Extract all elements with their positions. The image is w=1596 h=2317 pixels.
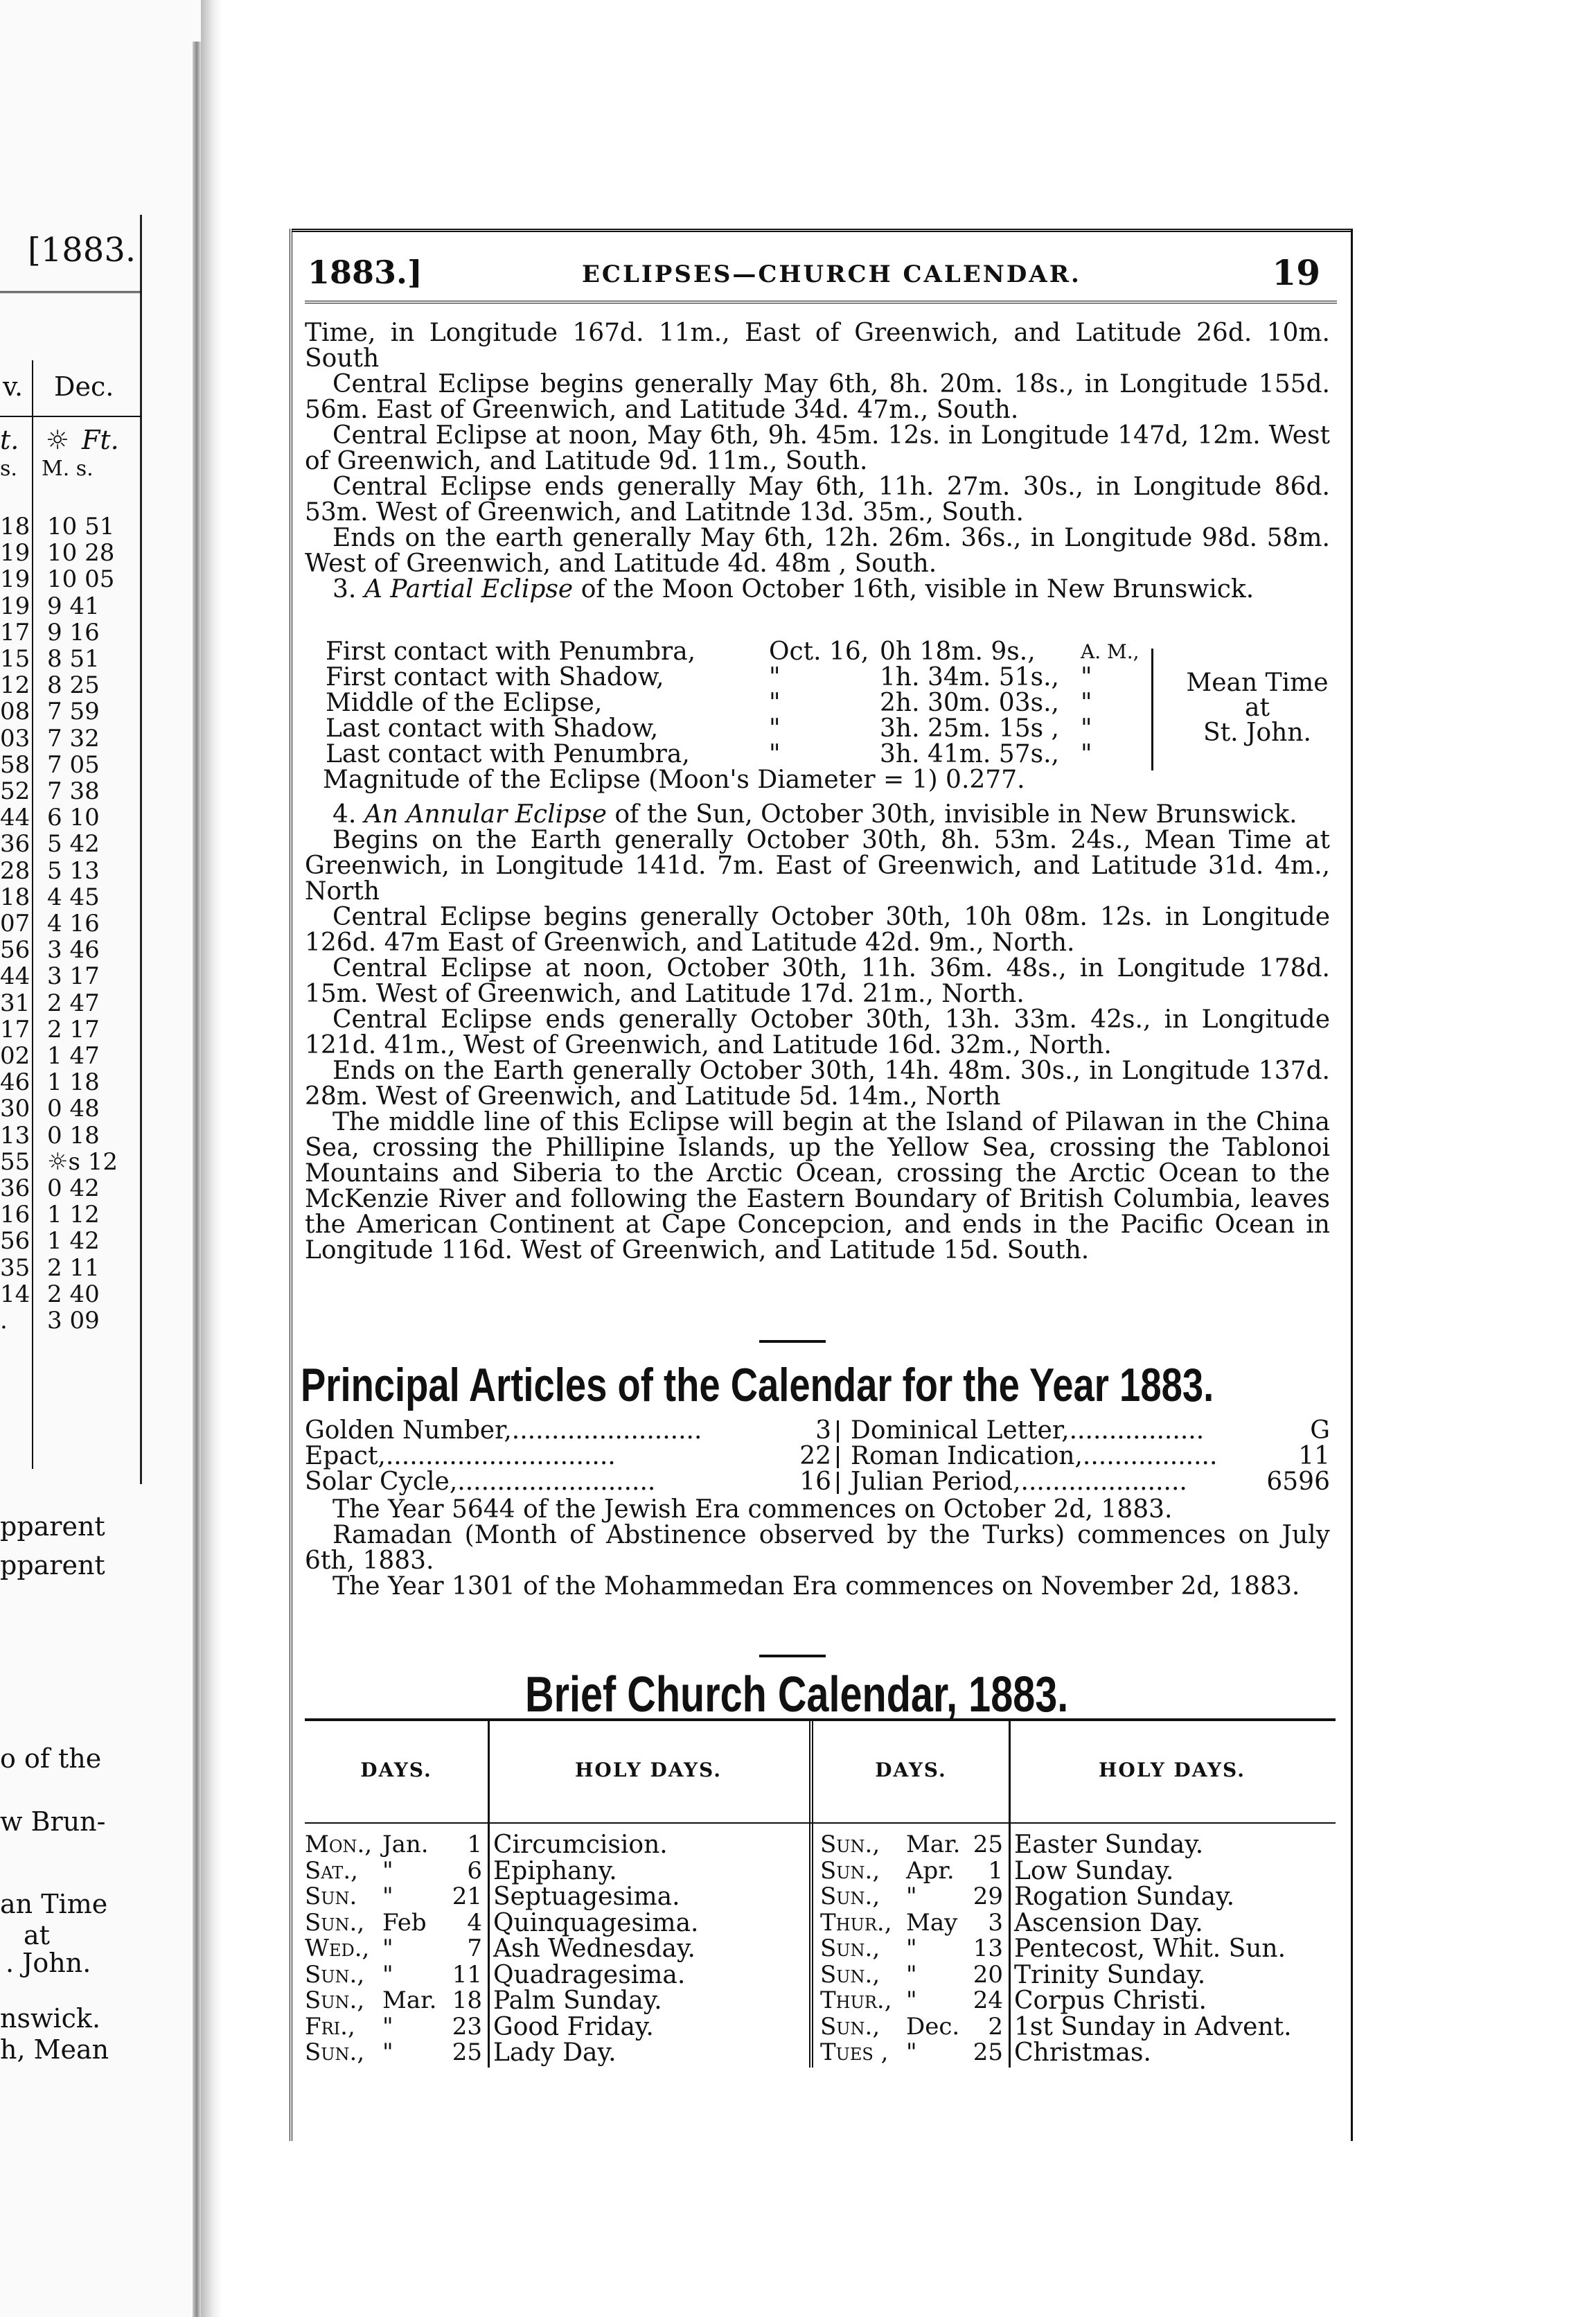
contact-row	[326, 639, 1337, 664]
church-holy-day: Epiphany.	[493, 1856, 617, 1885]
column-header: DAYS.	[360, 1759, 432, 1781]
church-holy-day: 1st Sunday in Advent.	[1014, 2012, 1292, 2041]
eclipse-section-1	[305, 320, 1330, 602]
church-holy-day: Good Friday.	[493, 2012, 654, 2041]
contact-time: 0h 18m. 9s.,	[880, 637, 1036, 666]
church-month: "	[906, 2038, 917, 2066]
left-row-a: 58	[0, 750, 30, 779]
left-row-b: 8 51	[47, 645, 100, 673]
church-weekday: Wed.,	[305, 1935, 370, 1962]
left-row-b: 1 42	[47, 1227, 100, 1256]
church-weekday: Sun.,	[820, 1883, 880, 1910]
section-rule	[759, 1655, 826, 1657]
contact-date: "	[769, 689, 781, 717]
left-row-a: 30	[0, 1095, 30, 1123]
church-day: 25	[973, 2038, 1003, 2066]
eclipse-type: An Annular Eclipse	[364, 800, 607, 829]
church-day: 29	[973, 1883, 1003, 1910]
left-row-a: 44	[0, 804, 30, 832]
church-day: 6	[467, 1856, 482, 1885]
left-row-a: 35	[0, 1253, 30, 1282]
article-value: G	[1310, 1416, 1330, 1445]
church-day: 24	[973, 1986, 1003, 2014]
left-row-b: 3 09	[47, 1307, 100, 1334]
left-row-b: 10 51	[47, 513, 115, 540]
column-header: DAYS.	[875, 1759, 947, 1781]
column-header: HOLY DAYS.	[1098, 1759, 1246, 1781]
contact-date: Oct. 16,	[769, 637, 869, 666]
church-holy-day: Circumcision.	[493, 1831, 668, 1859]
left-row-b: 7 32	[47, 724, 100, 752]
left-row-a: 03	[0, 724, 30, 752]
eclipse-heading-3	[305, 576, 1330, 602]
church-weekday: Sun.,	[820, 1831, 880, 1858]
church-calendar-title: Brief Church Calendar, 1883.	[525, 1667, 1069, 1723]
left-row-b: 2 40	[47, 1280, 100, 1308]
contact-time: 3h. 25m. 15s ,	[880, 714, 1059, 743]
church-day: 21	[452, 1883, 482, 1910]
magnitude-row	[323, 766, 1337, 794]
eclipse-paragraph: Central Eclipse begins generally October 30th, 10h 08m. 12s. in Longitude 126d. 47m East of Greenwich, and Latitude 42d. 9m., North.	[305, 903, 1330, 957]
church-weekday: Sat.,	[305, 1856, 358, 1885]
article-row	[305, 1443, 1330, 1469]
article-value: 16	[799, 1468, 831, 1496]
left-col-divider	[32, 360, 33, 1469]
church-month: Dec.	[906, 2012, 960, 2041]
church-weekday: Sun.,	[305, 1908, 365, 1937]
contact-time: 3h. 41m. 57s.,	[880, 740, 1059, 768]
church-day: 1	[988, 1856, 1003, 1885]
mean-time-line: Mean Time	[1186, 669, 1329, 697]
church-weekday: Sun.,	[305, 1960, 365, 1989]
church-holy-day: Easter Sunday.	[1014, 1831, 1204, 1859]
page-edge	[193, 42, 201, 2317]
eclipse-paragraph: Central Eclipse at noon, May 6th, 9h. 45m. 12s. in Longitude 147d, 12m. West of Greenwich, and Latitude 9d. 11m., South.	[305, 421, 1330, 475]
left-row-a: 07	[0, 910, 30, 937]
left-fragment-line: w Brun-	[0, 1806, 106, 1837]
left-fragment-line: pparent	[0, 1511, 105, 1542]
church-weekday: Mon.,	[305, 1831, 373, 1858]
church-weekday: Sun.,	[305, 1986, 365, 2014]
left-fragment-line: nswick.	[0, 2003, 101, 2034]
left-row-b: 4 45	[47, 883, 100, 911]
left-row-a: 44	[0, 962, 30, 991]
left-sub1: Ft.	[82, 425, 119, 455]
church-month: Jan.	[382, 1831, 429, 1858]
church-month: "	[906, 1883, 917, 1910]
church-month: Apr.	[906, 1856, 955, 1885]
church-weekday: Thur.,	[820, 1908, 892, 1937]
left-row-b: 0 48	[47, 1095, 100, 1123]
article-label: Dominical Letter,.................	[851, 1416, 1205, 1445]
left-row-b: 9 16	[47, 618, 100, 646]
left-row-a: 08	[0, 698, 30, 726]
contact-label: Last contact with Penumbra,	[326, 740, 690, 768]
article-value: 6596	[1266, 1468, 1330, 1496]
eclipse-paragraph: Ends on the earth generally May 6th, 12h. 26m. 36s., in Longitude 98d. 58m. West of Greenwich, and Latitude 4d. 48m , South.	[305, 524, 1330, 578]
article-label: Julian Period,.....................	[851, 1468, 1187, 1496]
left-row-b: 0 18	[47, 1121, 100, 1149]
church-month: "	[382, 1883, 393, 1910]
church-day: 2	[988, 2012, 1003, 2041]
article-label: Epact,.............................	[305, 1442, 616, 1470]
left-row-a: 02	[0, 1042, 30, 1070]
contact-ampm: "	[1081, 689, 1092, 717]
article-label: Golden Number,........................	[305, 1416, 702, 1445]
church-holy-day: Low Sunday.	[1014, 1856, 1174, 1885]
running-header	[305, 251, 1337, 303]
church-day: 25	[973, 1831, 1003, 1858]
contact-date: "	[769, 663, 781, 691]
left-fragment-line: . John.	[6, 1948, 91, 1978]
left-row-a: 19	[0, 539, 30, 567]
church-month: "	[382, 2038, 393, 2066]
left-row-a: 12	[0, 671, 30, 700]
church-day: 3	[988, 1908, 1003, 1937]
left-row-b: ☼s 12	[47, 1147, 118, 1176]
left-fragment-line: o of the	[0, 1743, 102, 1774]
column-header: HOLY DAYS.	[574, 1759, 722, 1781]
page-number: 19	[1272, 252, 1320, 293]
left-row-a: 55	[0, 1147, 30, 1176]
contact-ampm: "	[1081, 714, 1092, 743]
eclipse-number: 3.	[332, 575, 357, 604]
eclipse-heading-4	[305, 802, 1330, 827]
left-row-b: 0 42	[47, 1174, 100, 1202]
contact-time: 2h. 30m. 03s.,	[880, 689, 1059, 717]
left-row-a: .	[0, 1307, 8, 1334]
left-col-rule	[0, 416, 142, 417]
eclipse-paragraph: Central Eclipse ends generally May 6th, 11h. 27m. 30s., in Longitude 86d. 53m. West of Greenwich, and Latitnde 13d. 35m., South.	[305, 473, 1330, 527]
church-month: "	[906, 1986, 917, 2014]
church-weekday: Sun.	[305, 1883, 357, 1910]
contact-label: Middle of the Eclipse,	[326, 689, 603, 717]
church-month: "	[382, 1935, 393, 1962]
church-calendar-table	[305, 1718, 1336, 2068]
church-weekday: Sun.,	[820, 2012, 880, 2041]
left-col-title: Dec.	[54, 371, 114, 402]
church-month: "	[382, 1856, 393, 1885]
left-fragment-line: h, Mean	[0, 2034, 109, 2065]
church-day: 11	[452, 1960, 482, 1989]
left-row-a: 14	[0, 1280, 30, 1308]
church-holy-day: Trinity Sunday.	[1014, 1960, 1206, 1989]
header-title: ECLIPSES—CHURCH CALENDAR.	[582, 261, 1081, 288]
church-holy-day: Ash Wednesday.	[493, 1935, 695, 1963]
contact-ampm: "	[1081, 740, 1092, 768]
left-row-a: 19	[0, 565, 30, 594]
left-row-a: 16	[0, 1201, 30, 1229]
contact-date: "	[769, 740, 781, 768]
eclipse-description: of the Sun, October 30th, invisible in New Brunswick.	[614, 800, 1297, 829]
left-row-b: 2 17	[47, 1015, 100, 1043]
left-row-a: 28	[0, 856, 30, 885]
left-row-a: 18	[0, 883, 30, 911]
church-month: Feb	[382, 1908, 427, 1937]
era-note: Ramadan (Month of Abstinence observed by the Turks) commences on July 6th, 1883.	[305, 1521, 1330, 1575]
eclipse-paragraph: Ends on the Earth generally October 30th, 14h. 48m. 30s., in Longitude 137d. 28m. West of Greenwich, and Latitude 5d. 14m., North	[305, 1057, 1330, 1111]
article-row	[305, 1418, 1330, 1443]
era-note: The Year 5644 of the Jewish Era commences on October 2d, 1883.	[332, 1495, 1173, 1524]
left-row-b: 10 28	[47, 539, 115, 567]
left-row-a: 19	[0, 592, 30, 620]
church-holy-day: Palm Sunday.	[493, 1986, 662, 2015]
era-note: The Year 1301 of the Mohammedan Era commences on November 2d, 1883.	[332, 1572, 1300, 1601]
church-month: Mar.	[382, 1986, 437, 2014]
left-sub1-frag: t.	[0, 425, 19, 455]
left-row-b: 1 47	[47, 1042, 100, 1070]
article-label: Roman Indication,.................	[851, 1442, 1218, 1470]
left-row-b: 3 17	[47, 962, 100, 991]
left-fragment-line: pparent	[0, 1550, 105, 1580]
eclipse-paragraph: Central Eclipse at noon, October 30th, 11h. 36m. 48s., in Longitude 178d. 15m. West of Greenwich, and Latitude 17d. 21m., North.	[305, 954, 1330, 1008]
church-month: "	[906, 1935, 917, 1962]
left-row-a: 46	[0, 1068, 30, 1097]
church-month: Mar.	[906, 1831, 961, 1858]
left-row-b: 7 59	[47, 698, 100, 726]
church-weekday: Tues ,	[820, 2038, 889, 2066]
contact-date: "	[769, 714, 781, 743]
eclipse-section-2	[305, 802, 1330, 1263]
left-row-a: 17	[0, 1015, 30, 1043]
left-row-a: 13	[0, 1121, 30, 1149]
eclipse-type: A Partial Eclipse	[364, 575, 574, 604]
left-row-b: 6 10	[47, 804, 100, 832]
contact-label: First contact with Shadow,	[326, 663, 664, 691]
church-weekday: Sun.,	[820, 1935, 880, 1962]
era-notes	[305, 1497, 1330, 1599]
church-day: 25	[452, 2038, 482, 2066]
left-row-b: 7 05	[47, 750, 100, 779]
church-month: "	[382, 2012, 393, 2041]
left-row-b: 1 18	[47, 1068, 100, 1097]
church-day: 7	[467, 1935, 482, 1962]
article-label: Solar Cycle,.........................	[305, 1468, 656, 1496]
article-value: 3	[815, 1416, 831, 1445]
church-day: 20	[973, 1960, 1003, 1989]
left-row-b: 5 13	[47, 856, 100, 885]
article-row	[305, 1469, 1330, 1495]
left-header-rule	[0, 291, 142, 293]
church-weekday: Sun.,	[820, 1856, 880, 1885]
church-weekday: Fri.,	[305, 2012, 355, 2041]
left-row-b: 4 16	[47, 910, 100, 937]
brace-icon	[1151, 649, 1162, 770]
left-facing-page	[0, 0, 201, 2317]
left-row-a: 18	[0, 513, 30, 540]
mean-time-note	[1167, 671, 1347, 746]
church-holy-day: Septuagesima.	[493, 1883, 680, 1911]
church-holy-day: Quadragesima.	[493, 1960, 686, 1989]
church-day: 23	[452, 2012, 482, 2041]
contact-time: 1h. 34m. 51s.,	[880, 663, 1059, 691]
left-row-a: 17	[0, 618, 30, 646]
church-holy-day: Corpus Christi.	[1014, 1986, 1207, 2015]
header-year: 1883.]	[308, 254, 423, 291]
church-holy-day: Lady Day.	[493, 2038, 617, 2067]
eclipse-number: 4.	[332, 800, 357, 829]
left-fragment-line: an Time	[0, 1889, 108, 1919]
left-row-b: 7 38	[47, 777, 100, 805]
left-row-a: 56	[0, 936, 30, 964]
eclipse-description: of the Moon October 16th, visible in New Brunswick.	[580, 575, 1254, 604]
church-day: 18	[452, 1986, 482, 2014]
left-row-a: 56	[0, 1227, 30, 1256]
articles-title: Principal Articles of the Calendar for the Year 1883.	[301, 1359, 1214, 1411]
left-fragment-line: at	[24, 1920, 50, 1950]
church-holy-day: Rogation Sunday.	[1014, 1883, 1235, 1911]
church-holy-day: Pentecost, Whit. Sun.	[1014, 1935, 1286, 1963]
contact-label: Last contact with Shadow,	[326, 714, 659, 743]
eclipse-paragraph: Central Eclipse begins generally May 6th, 8h. 20m. 18s., in Longitude 155d. 56m. East of Greenwich, and Latitude 34d. 47m., South.	[305, 370, 1330, 424]
left-sub2: M. s.	[42, 457, 94, 481]
church-weekday: Sun.,	[820, 1960, 880, 1989]
left-col-frag: v.	[3, 371, 24, 402]
left-row-b: 2 11	[47, 1253, 100, 1282]
eclipse-paragraph: Begins on the Earth generally October 30th, 8h. 53m. 24s., Mean Time at Greenwich, in Longitude 141d. 7m. East of Greenwich, and Latitude 31d. 4m., North	[305, 826, 1330, 906]
sun-symbol-icon: ☼	[46, 425, 70, 455]
contact-times-table	[323, 637, 1337, 794]
section-rule	[759, 1340, 826, 1343]
contact-ampm: A. M.,	[1081, 640, 1140, 663]
church-month: "	[906, 1960, 917, 1989]
header-rule	[305, 1822, 1336, 1824]
church-day: 1	[467, 1831, 482, 1858]
church-weekday: Sun.,	[305, 2038, 365, 2066]
church-holy-day: Christmas.	[1014, 2038, 1151, 2067]
contact-label: First contact with Penumbra,	[326, 637, 696, 666]
left-row-b: 5 42	[47, 830, 100, 858]
mean-time-line: St. John.	[1203, 719, 1311, 747]
church-day: 4	[467, 1908, 482, 1937]
left-row-b: 2 47	[47, 989, 100, 1017]
left-row-a: 36	[0, 1174, 30, 1202]
left-row-b: 10 05	[47, 565, 115, 594]
left-row-b: 3 46	[47, 936, 100, 964]
page-gutter	[201, 0, 222, 2317]
left-row-a: 15	[0, 645, 30, 673]
church-holy-day: Quinquagesima.	[493, 1908, 699, 1937]
principal-articles	[305, 1418, 1330, 1495]
left-row-b: 1 12	[47, 1201, 100, 1229]
article-value: 11	[1298, 1442, 1330, 1470]
contact-ampm: "	[1081, 663, 1092, 691]
left-row-b: 8 25	[47, 671, 100, 700]
left-row-a: 31	[0, 989, 30, 1017]
church-holy-day: Ascension Day.	[1014, 1908, 1203, 1937]
article-value: 22	[799, 1442, 831, 1470]
eclipse-paragraph: Time, in Longitude 167d. 11m., East of Greenwich, and Latitude 26d. 10m. South	[305, 319, 1330, 373]
left-row-a: 52	[0, 777, 30, 805]
church-month: May	[906, 1908, 958, 1937]
left-row-b: 9 41	[47, 592, 100, 620]
church-weekday: Thur.,	[820, 1986, 892, 2014]
magnitude-text: Magnitude of the Eclipse (Moon's Diameter = 1) 0.277.	[323, 766, 1025, 794]
left-sub2-left: s.	[0, 457, 17, 481]
mean-time-line: at	[1245, 694, 1270, 722]
eclipse-paragraph: The middle line of this Eclipse will begin at the Island of Pilawan in the China Sea, crossing the Phillipine Islands, up the Yellow Sea, crossing the Tablonoi Mountains and Siberia to the Arctic Ocean, crossing the Arctic Ocean to the McKenzie River and following the Eastern Boundary of British Columbia, leaves the American Continent at Cape Concepcion, and ends in the Pacific Ocean in Longitude 116d. West of Greenwich, and Latitude 15d. South.	[305, 1108, 1330, 1265]
church-day: 13	[973, 1935, 1003, 1962]
church-month: "	[382, 1960, 393, 1989]
left-row-a: 36	[0, 830, 30, 858]
left-page-header: [1883.	[28, 231, 136, 270]
eclipse-paragraph: Central Eclipse ends generally October 30th, 13h. 33m. 42s., in Longitude 121d. 41m., West of Greenwich, and Latitude 16d. 32m., North.	[305, 1005, 1330, 1059]
